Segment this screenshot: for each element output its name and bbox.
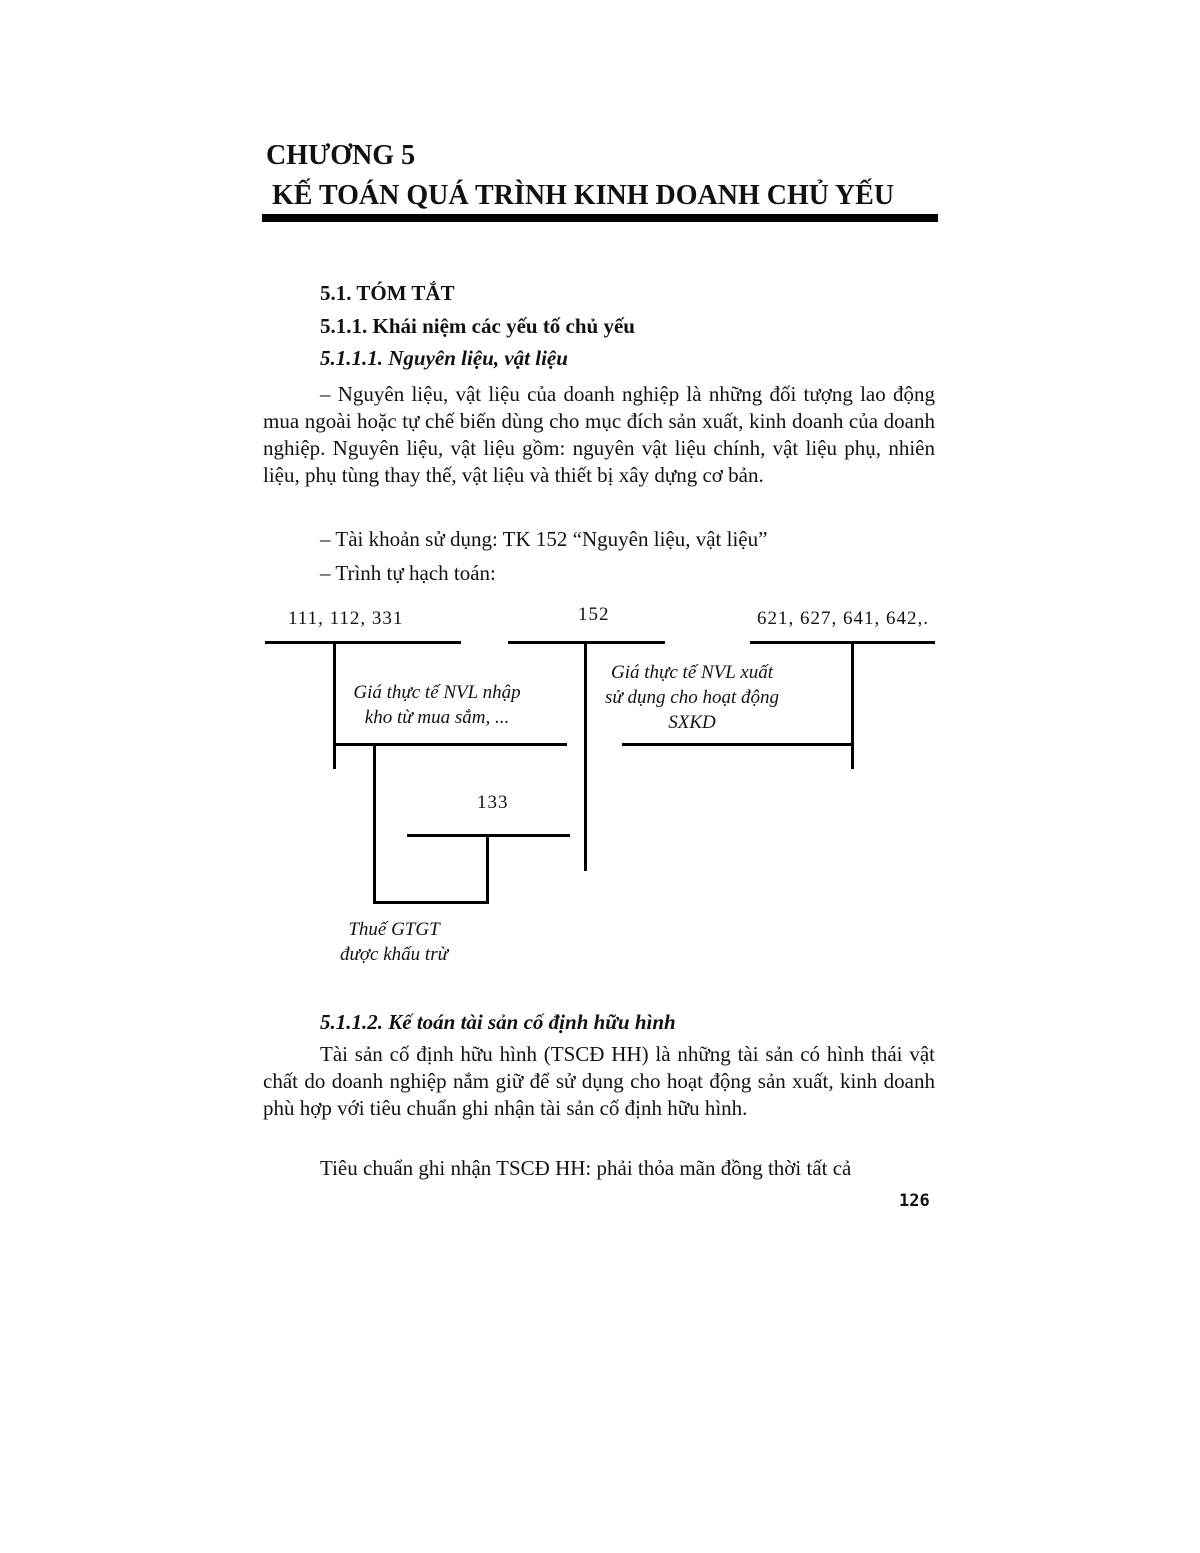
flow-line-vat-vertical [373, 743, 376, 904]
chapter-title-rule [262, 214, 938, 222]
section-5-1-1-1-heading: 5.1.1.1. Nguyên liệu, vật liệu [320, 346, 568, 370]
note-nvl-export [586, 660, 798, 735]
paragraph-tscd-definition: Tài sản cố định hữu hình (TSCĐ HH) là những tài sản có hình thái vật chất do doanh nghiệp nắm giữ để sử dụng cho hoạt động sản xuất, kinh doanh phù hợp với tiêu chuẩn ghi nhận tài sản cố định hữu hình. [263, 1042, 935, 1120]
paragraph-account-used: – Tài khoản sử dụng: TK 152 “Nguyên liệu, vật liệu” [320, 527, 768, 551]
page-number: 126 [899, 1191, 930, 1211]
note-nvl-import-line-1: Giá thực tế NVL nhập [353, 682, 521, 703]
note-vat-line-2: được khấu trừ [340, 944, 448, 965]
note-nvl-import-line-2: kho từ mua sắm, ... [364, 707, 510, 728]
section-5-1-1-heading: 5.1.1. Khái niệm các yếu tố chủ yếu [320, 314, 635, 338]
t-account-133-vertical-line [486, 834, 489, 904]
paragraph-accounting-sequence: – Trình tự hạch toán: [320, 561, 496, 585]
paragraph-nvl-definition: – Nguyên liệu, vật liệu của doanh nghiệp là những đối tượng lao động mua ngoài hoặc tự chế biến dùng cho mục đích sản xuất, kinh doanh của doanh nghiệp. Nguyên liệu, vật liệu gồm: nguyên vật liệu chính, vật liệu phụ, nhiên liệu, phụ tùng thay thế, vật liệu và thiết bị xây dựng cơ bản. [263, 382, 935, 487]
flow-line-152-to-expense [622, 743, 854, 746]
account-label-152: 152 [578, 604, 610, 625]
note-nvl-export-line-2: sử dụng cho hoạt động [605, 687, 779, 708]
section-5-1-heading: 5.1. TÓM TẮT [320, 281, 455, 305]
t-account-left-top-line [265, 641, 461, 644]
note-nvl-import [330, 680, 544, 730]
t-account-right-top-line [750, 641, 935, 644]
note-vat-line-1: Thuế GTGT [348, 919, 440, 940]
account-label-133: 133 [477, 792, 509, 813]
t-account-right-vertical-line [851, 641, 854, 769]
chapter-title: KẾ TOÁN QUÁ TRÌNH KINH DOANH CHỦ YẾU [272, 180, 895, 211]
note-nvl-export-line-3: SXKD [668, 712, 716, 733]
note-nvl-export-line-1: Giá thực tế NVL xuất [610, 662, 773, 683]
account-label-621-627-641-642: 621, 627, 641, 642,. [757, 608, 929, 629]
paragraph-tscd-criteria: Tiêu chuẩn ghi nhận TSCĐ HH: phải thỏa mãn đồng thời tất cả [320, 1156, 852, 1180]
flow-line-purchase-to-152 [335, 743, 567, 746]
chapter-number: CHƯƠNG 5 [266, 140, 416, 171]
note-vat-deductible [328, 917, 460, 967]
flow-line-vat-horizontal [373, 901, 489, 904]
section-5-1-1-2-heading: 5.1.1.2. Kế toán tài sản cố định hữu hình [320, 1010, 676, 1034]
account-label-111-112-331: 111, 112, 331 [288, 608, 404, 629]
